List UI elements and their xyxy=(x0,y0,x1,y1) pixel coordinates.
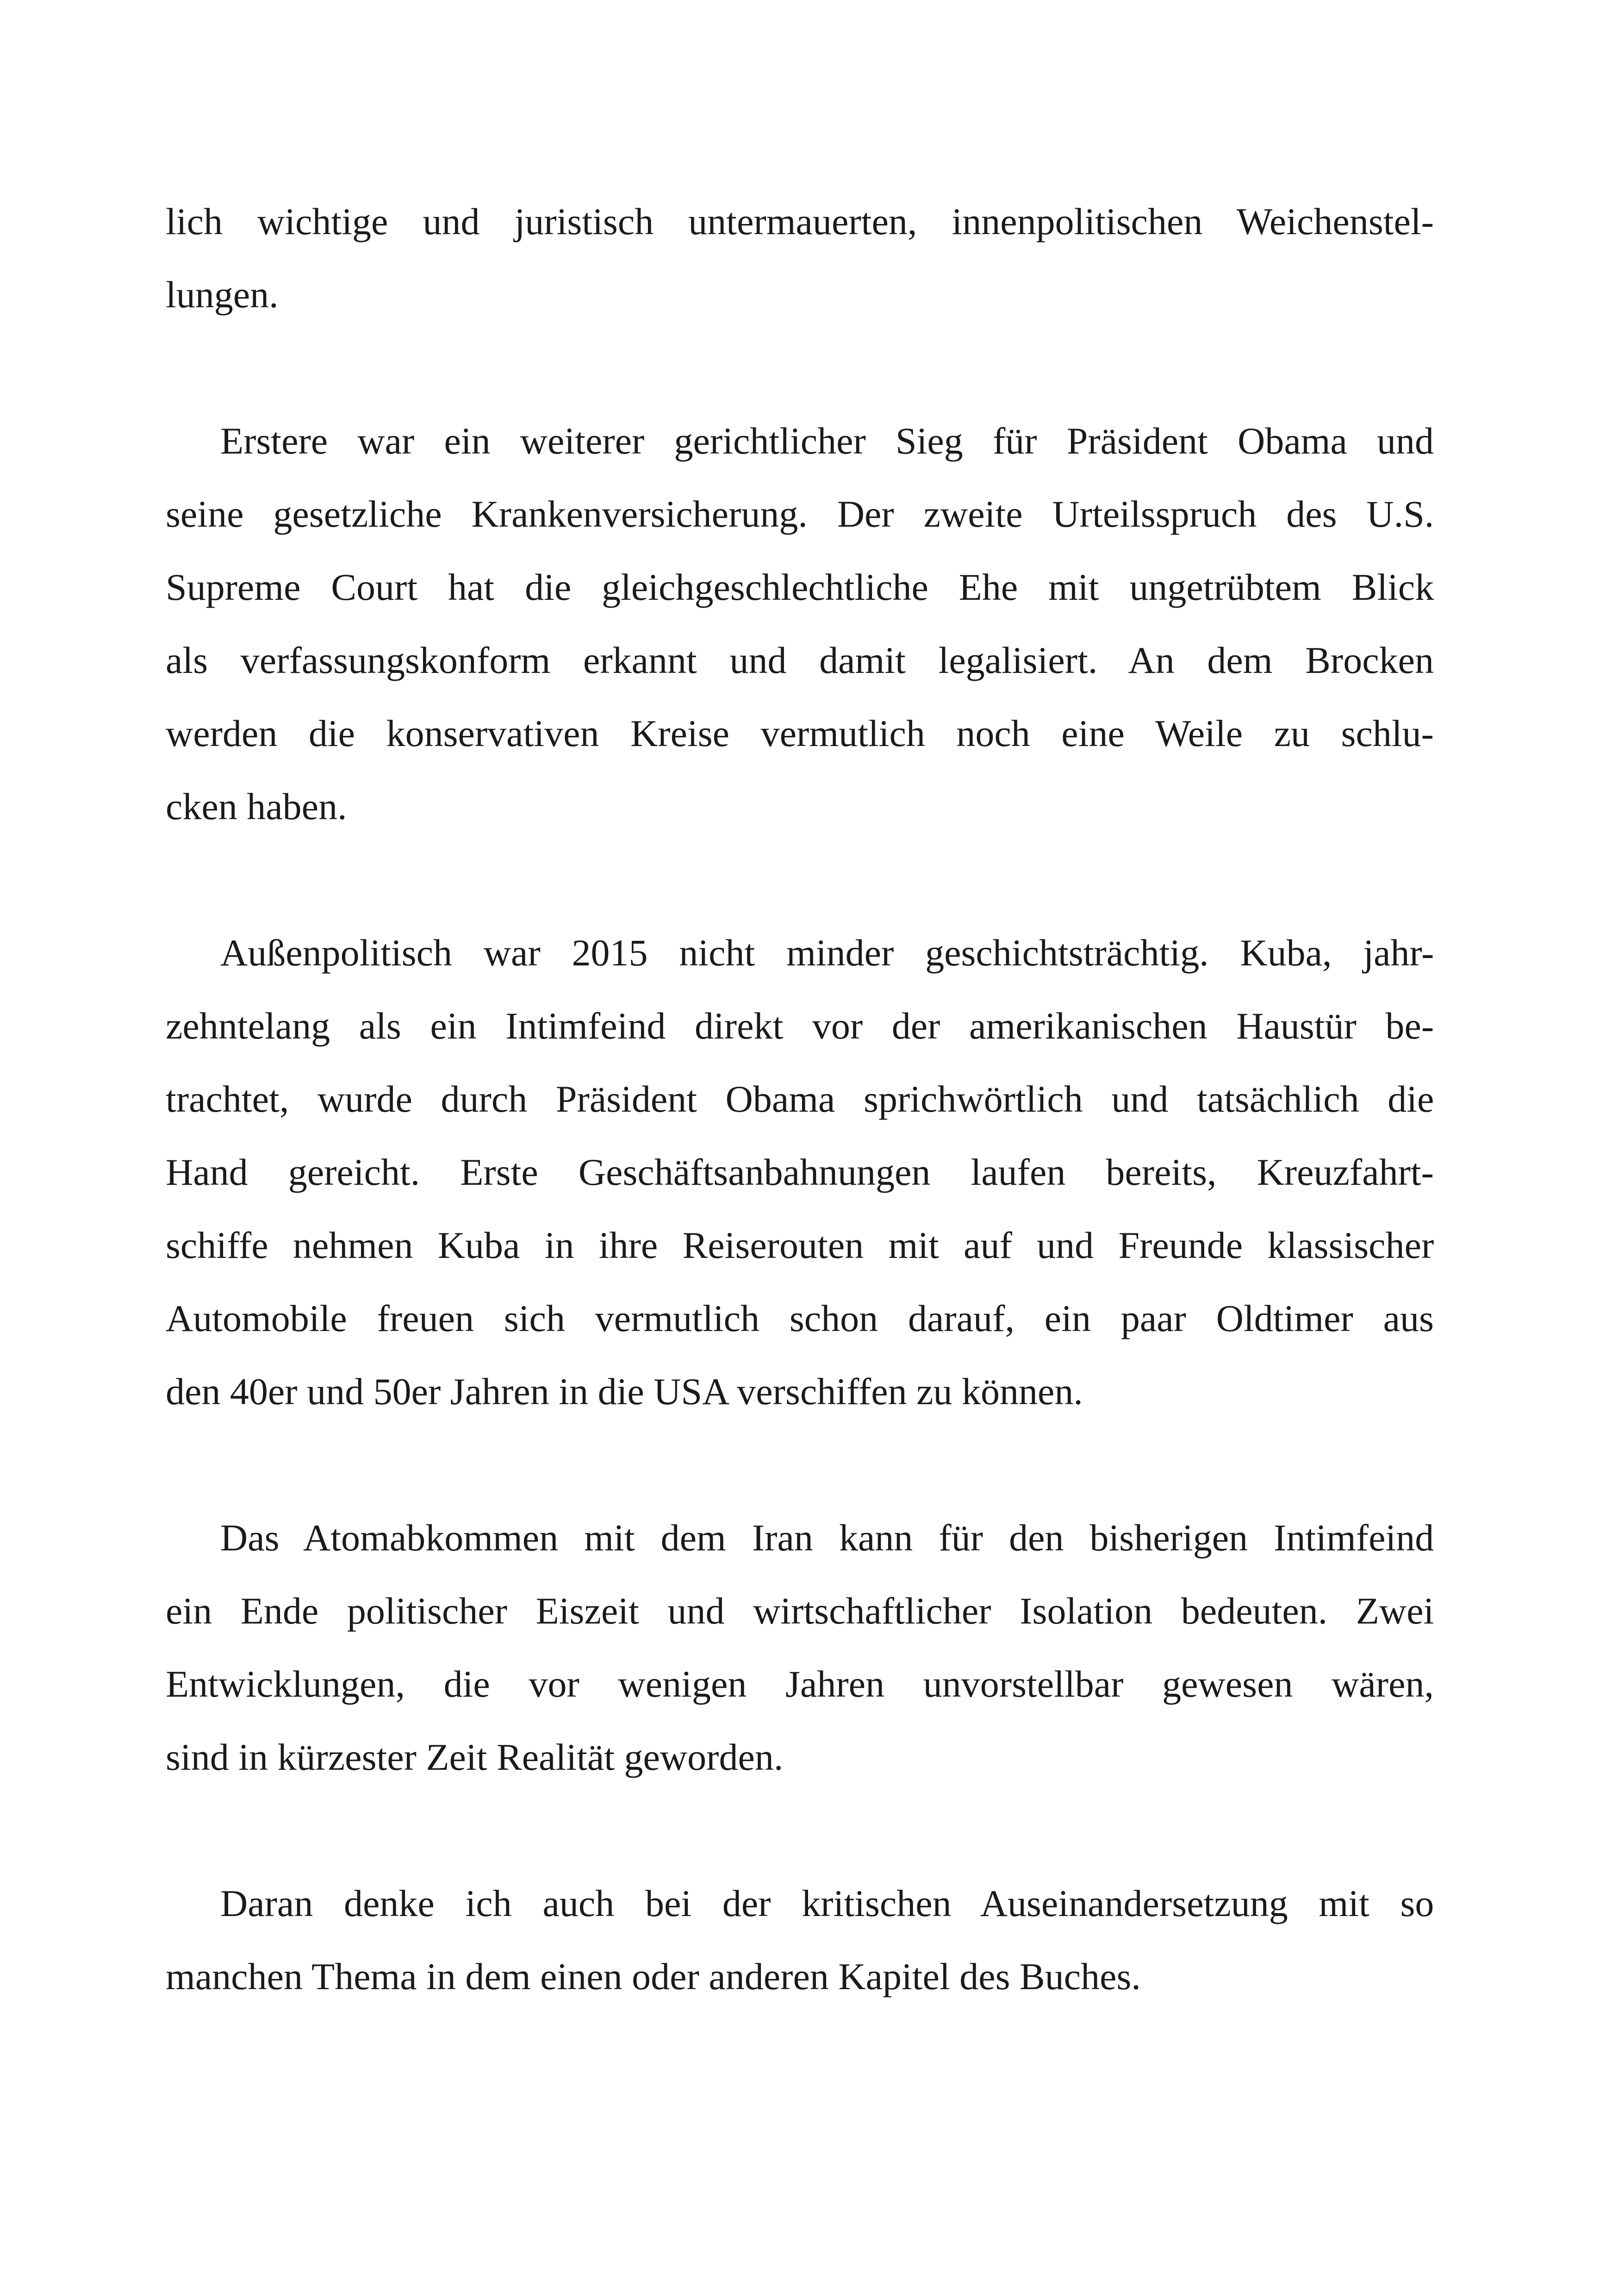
text-line: trachtet, wurde durch Präsident Obama sprichwörtlich und tatsächlich die xyxy=(166,1078,1434,1120)
text-line: Entwicklungen, die vor wenigen Jahren unvorstellbar gewesen wären, xyxy=(166,1663,1434,1705)
paragraph xyxy=(166,1501,1434,1794)
text-line: Das Atomabkommen mit dem Iran kann für den bisherigen Intimfeind xyxy=(220,1517,1434,1559)
text-line: Daran denke ich auch bei der kritischen Auseinandersetzung mit so xyxy=(220,1882,1434,1924)
paragraph xyxy=(166,916,1434,1428)
text-line: Hand gereicht. Erste Geschäftsanbahnungen laufen bereits, Kreuzfahrt- xyxy=(166,1151,1434,1193)
text-line: cken haben. xyxy=(166,785,347,828)
text-line: als verfassungskonform erkannt und damit legalisiert. An dem Brocken xyxy=(166,639,1434,681)
text-line: Außenpolitisch war 2015 nicht minder geschichtsträchtig. Kuba, jahr- xyxy=(220,932,1434,974)
text-line: schiffe nehmen Kuba in ihre Reiserouten mit auf und Freunde klassischer xyxy=(166,1224,1434,1266)
text-line: werden die konservativen Kreise vermutlich noch eine Weile zu schlu- xyxy=(166,712,1434,754)
text-line: seine gesetzliche Krankenversicherung. Der zweite Urteilsspruch des U.S. xyxy=(166,493,1434,535)
body-text xyxy=(166,185,1434,2086)
text-line: ein Ende politischer Eiszeit und wirtschaftlicher Isolation bedeuten. Zwei xyxy=(166,1590,1434,1632)
text-line: Supreme Court hat die gleichgeschlechtliche Ehe mit ungetrübtem Blick xyxy=(166,566,1434,608)
text-line: lungen. xyxy=(166,274,279,316)
text-line: Automobile freuen sich vermutlich schon darauf, ein paar Oldtimer aus xyxy=(166,1297,1434,1339)
text-line: lich wichtige und juristisch untermauerten, innenpolitischen Weichenstel- xyxy=(166,200,1434,243)
text-line: den 40er und 50er Jahren in die USA verschiffen zu können. xyxy=(166,1370,1083,1412)
text-line: manchen Thema in dem einen oder anderen Kapitel des Buches. xyxy=(166,1955,1141,1997)
text-line: zehntelang als ein Intimfeind direkt vor der amerikanischen Haustür be- xyxy=(166,1005,1434,1047)
paragraph xyxy=(166,1867,1434,2013)
text-line: sind in kürzester Zeit Realität geworden. xyxy=(166,1736,784,1778)
text-line: Erstere war ein weiterer gerichtlicher Sieg für Präsident Obama und xyxy=(220,420,1434,462)
paragraph xyxy=(166,404,1434,843)
paragraph xyxy=(166,185,1434,331)
